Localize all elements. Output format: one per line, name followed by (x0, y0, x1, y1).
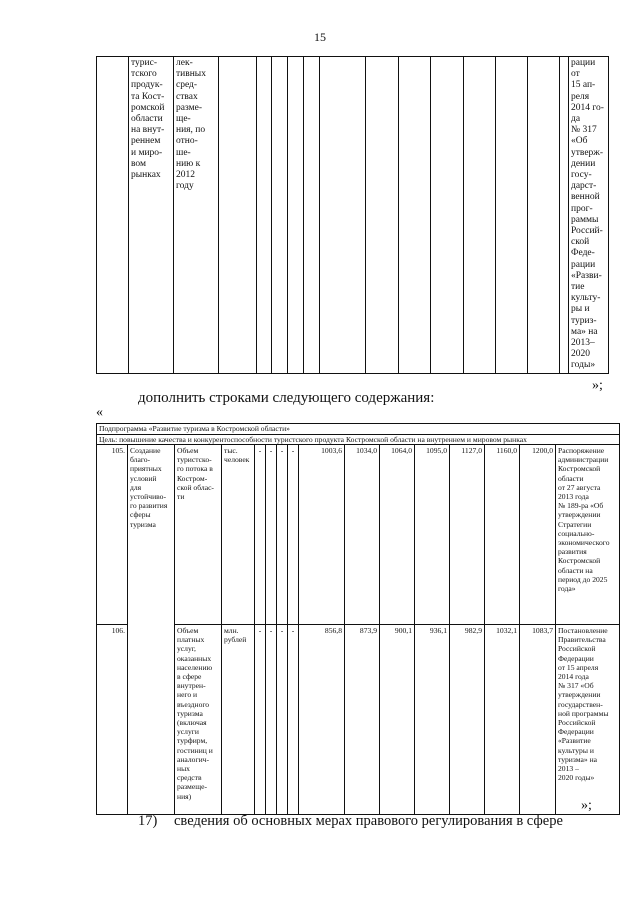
value-cell: 1034,0 (345, 445, 380, 625)
table-row (97, 625, 620, 815)
indicator-cell: Объем туристско- го потока в Костром- ской облас- ти (175, 445, 222, 625)
closing-quote: »; (592, 378, 603, 393)
dash-cell: - (277, 625, 288, 815)
cell-empty (320, 57, 366, 374)
cell-task-text: турис- тского продук- та Кост- ромской области на внут- реннем и миро- вом рынках (129, 57, 174, 374)
continuation-table (96, 56, 609, 374)
document-cell: Постановление Правительства Российской Федерации от 15 апреля 2014 года № 317 «Об утверждении государствен- ной программы Российской Федерации «Развитие культуры и туризма» на 2013 – 2020 годы» (556, 625, 620, 815)
value-cell: 1083,7 (520, 625, 556, 815)
cell-empty (366, 57, 399, 374)
value-cell: 982,9 (450, 625, 485, 815)
cell-empty (257, 57, 272, 374)
value-cell: 936,1 (415, 625, 450, 815)
cell-empty (219, 57, 257, 374)
dash-cell: - (288, 445, 299, 625)
opening-quote: « (96, 405, 103, 420)
value-cell: 1064,0 (380, 445, 415, 625)
cell-empty (560, 57, 569, 374)
dash-cell: - (255, 445, 266, 625)
subprogram-header: Подпрограмма «Развитие туризма в Костромской области» (97, 424, 620, 435)
dash-cell: - (277, 445, 288, 625)
dash-cell: - (266, 625, 277, 815)
value-cell: 900,1 (380, 625, 415, 815)
cell-empty (304, 57, 320, 374)
supplement-paragraph: дополнить строками следующего содержания: (138, 390, 435, 406)
value-cell: 1032,1 (485, 625, 520, 815)
row-number: 106. (97, 625, 128, 815)
supplement-table (96, 423, 620, 815)
cell-empty (399, 57, 431, 374)
value-cell: 856,8 (299, 625, 345, 815)
indicator-cell: Объем платных услуг, оказанных населению в сфере внутрен- него и въездного туризма (включая услуги турфирм, гостиниц и аналогич- ных средств размеще- ния) (175, 625, 222, 815)
cell-empty (272, 57, 288, 374)
cell-empty (528, 57, 560, 374)
closing-quote: »; (581, 798, 592, 813)
page-number: 15 (314, 30, 326, 44)
unit-cell: млн. рублей (222, 625, 255, 815)
value-cell: 1095,0 (415, 445, 450, 625)
list-item-number: 17) (138, 813, 158, 829)
dash-cell: - (288, 625, 299, 815)
list-item-17 (138, 813, 563, 830)
row-number: 105. (97, 445, 128, 625)
cell-empty (288, 57, 304, 374)
cell-indicator-text: лек- тивных сред- ствах разме- ще- ния, по отно- ше- нию к 2012 году (174, 57, 219, 374)
task-cell: Создание благо- приятных условий для устойчиво- го развития сферы туризма (128, 445, 175, 815)
value-cell: 1200,0 (520, 445, 556, 625)
cell-document-text: рации от 15 ап- реля 2014 го- да № 317 «Об утверж- дении госу- дарст- венной прог- раммы Россий- ской Феде- рации «Разви- тие культу- ры и туриз- ма» на 2013– 2020 годы» (569, 57, 609, 374)
value-cell: 1127,0 (450, 445, 485, 625)
cell-empty (496, 57, 528, 374)
list-item-text: сведения об основных мерах правового регулирования в сфере (174, 813, 563, 829)
value-cell: 1160,0 (485, 445, 520, 625)
cell-empty (97, 57, 129, 374)
dash-cell: - (255, 625, 266, 815)
unit-cell: тыс. человек (222, 445, 255, 625)
cell-empty (464, 57, 496, 374)
document-cell: Распоряжение администрации Костромской области от 27 августа 2013 года № 189-ра «Об утверждении Стратегии социально- экономического развития Костромской области на период до 2025 года» (556, 445, 620, 625)
dash-cell: - (266, 445, 277, 625)
table-row (97, 445, 620, 625)
cell-empty (431, 57, 464, 374)
value-cell: 873,9 (345, 625, 380, 815)
goal-header: Цель: повышение качества и конкурентоспособности туристского продукта Костромской области на внутреннем и мировом рынках (97, 434, 620, 445)
value-cell: 1003,6 (299, 445, 345, 625)
